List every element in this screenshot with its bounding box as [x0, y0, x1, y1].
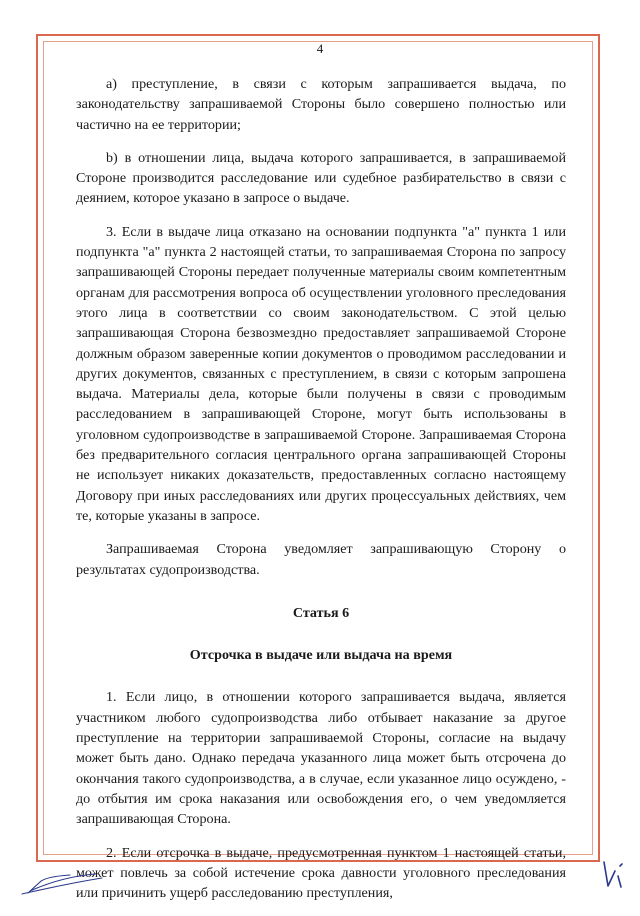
paragraph-b: b) в отношении лица, выдача которого запрашивается, в запрашиваемой Стороне производится расследование или судебное разбирательство в связи с деянием, которое указано в запросе о выдаче.: [76, 149, 566, 207]
paragraph-3: 3. Если в выдаче лица отказано на основании подпункта "а" пункта 1 или подпункта "а" пункта 2 настоящей статьи, то запрашиваемая Сторона по запросу запрашивающей Стороны передает полученные материалы своим компетентным органам для рассмотрения вопроса об осуществлении уголовного преследования этого лица в соответствии со своим законодательством. С этой целью запрашивающая Сторона безвозмездно предоставляет запрашиваемой Стороне должным образом заверенные копии документов о проводимом расследовании и других документов, связанных с преступлением, в связи с которым запрошена выдача. Материалы дела, которые были получены в связи с проводимым расследованием в запрашивающей Стороне, могут быть использованы в уголовном судопроизводстве в запрашиваемой Стороне. Запрашиваемая Сторона без предварительного согласия центрального органа запрашивающей Стороны не использует никаких доказательств, предоставленных согласно настоящему Договору при иных расследованиях или других процессуальных действиях, чем те, которые указаны в запросе.: [76, 223, 566, 524]
article-paragraph-1: 1. Если лицо, в отношении которого запрашивается выдача, является участником любого судопроизводства либо отбывает наказание за другое преступление на территории запрашиваемой Стороны, согласие на выдачу может быть дано. Однако передача указанного лица может быть отсрочена до окончания такого судопроизводства, а в случае, если указанное лицо осуждено, - до отбытия им срока наказания или освобождения его, о чем уведомляется запрашивающая Сторона.: [76, 689, 566, 828]
page-number: 4: [316, 41, 324, 56]
article-title: Статья 6: [292, 604, 350, 621]
initials-mark: [598, 856, 628, 892]
document-body: [76, 74, 566, 916]
signature-mark: [10, 860, 110, 900]
paragraph-a: а) преступление, в связи с которым запрашивается выдача, по законодательству запрашиваемой Стороны было совершено полностью или частично на ее территории;: [76, 76, 566, 133]
article-paragraph-2: 2. Если отсрочка в выдаче, предусмотренная пунктом 1 настоящей статьи, может повлечь за собой истечение срока давности уголовного преследования или причинить ущерб расследованию преступления,: [76, 844, 566, 902]
article-subtitle: Отсрочка в выдаче или выдача на время: [189, 647, 453, 664]
paragraph-notification: Запрашиваемая Сторона уведомляет запрашивающую Сторону о результатах судопроизводства.: [76, 541, 566, 578]
